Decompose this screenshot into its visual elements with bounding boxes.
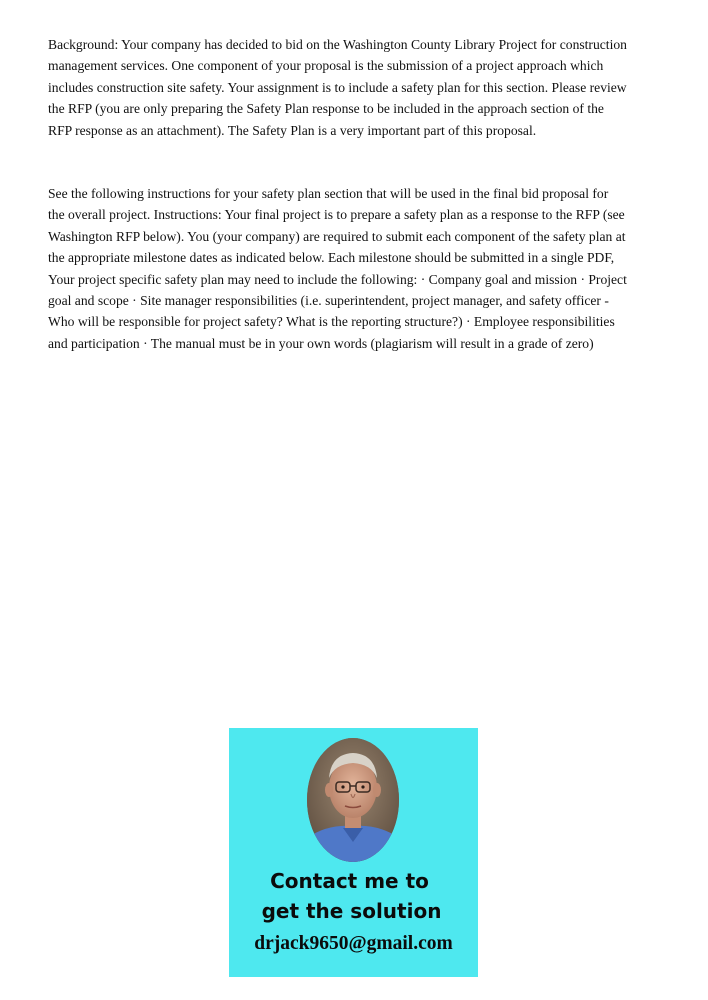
promo-headline-line-2: get the solution [261, 899, 442, 923]
instructions-paragraph: See the following instructions for your safety plan section that will be used in the final bid proposal for the overall project. Instructions: Your final project is to prepare a safety plan as a response to the RFP (see Washington RFP below). You (your company) are required to submit each component of the safety plan at the appropriate milestone dates as indicated below. Each milestone should be submitted in a single PDF, Your project specific safety plan may need to include the following: · Company goal and mission · Project goal and scope · Site manager responsibilities (i.e. superintendent, project manager, and safety officer - Who will be responsible for project safety? What is the reporting structure?) · Employee responsibilities and participation · The manual must be in your own words (plagiarism will result in a grade of zero) [48, 186, 627, 351]
contact-promo-banner [229, 728, 478, 977]
contact-email: drjack9650@gmail.com [254, 933, 453, 954]
background-paragraph: Background: Your company has decided to bid on the Washington County Library Project for construction management services. One component of your proposal is the submission of a project approach which includes construction site safety. Your assignment is to include a safety plan for this section. Please review the RFP (you are only preparing the Safety Plan response to be included in the approach section of the RFP response as an attachment). The Safety Plan is a very important part of this proposal. [48, 37, 627, 138]
promo-headline-line-1: Contact me to [270, 869, 429, 893]
portrait-photo [307, 738, 399, 862]
